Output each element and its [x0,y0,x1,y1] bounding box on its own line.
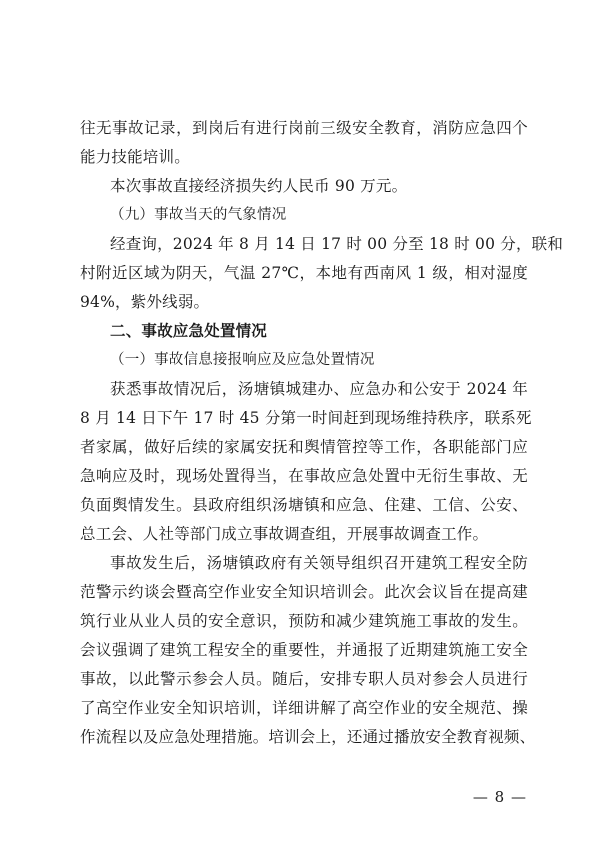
body-line: 作流程以及应急处理措施。培训会上，还通过播放安全教育视频、 [80,728,536,746]
body-line: 会议强调了建筑工程安全的重要性，并通报了近期建筑施工安全 [80,641,528,659]
page-number: — 8 — [472,788,527,806]
section-subheading: （一）事故信息接报响应及应急处置情况 [110,352,375,368]
body-line: 能力技能培训。 [80,148,190,166]
document-body [80,114,564,752]
body-line: 94%，紫外线弱。 [80,293,210,311]
body-line: 急响应及时，现场处置得当，在事故应急处置中无衍生事故、无 [80,467,528,485]
body-line: 了高空作业安全知识培训，详细讲解了高空作业的安全规范、操 [80,699,528,717]
section-subheading: （九）事故当天的气象情况 [110,207,287,223]
body-line: 者家属，做好后续的家属安抚和舆情管控等工作，各职能部门应 [80,438,528,456]
paragraph-line: 事故发生后，汤塘镇政府有关领导组织召开建筑工程安全防 [110,554,528,572]
paragraph-line: 获悉事故情况后，汤塘镇城建办、应急办和公安于 2024 年 [110,380,528,398]
paragraph-line: 本次事故直接经济损失约人民币 90 万元。 [110,177,408,195]
body-line: 负面舆情发生。县政府组织汤塘镇和应急、住建、工信、公安、 [80,496,528,514]
body-line: 筑行业从业人员的安全意识，预防和减少建筑施工事故的发生。 [80,612,528,630]
body-line: 总工会、人社等部门成立事故调查组，开展事故调查工作。 [80,525,489,543]
body-line: 事故，以此警示参会人员。随后，安排专职人员对参会人员进行 [80,670,528,688]
body-line: 往无事故记录，到岗后有进行岗前三级安全教育，消防应急四个 [80,119,528,137]
body-line: 范警示约谈会暨高空作业安全知识培训会。此次会议旨在提高建 [80,583,528,601]
paragraph-line: 经查询，2024 年 8 月 14 日 17 时 00 分至 18 时 00 分，联和 [110,235,564,253]
body-line: 村附近区域为阴天，气温 27℃，本地有西南风 1 级，相对湿度 [80,264,528,282]
section-heading: 二、事故应急处置情况 [110,322,268,340]
body-line: 8 月 14 日下午 17 时 45 分第一时间赶到现场维持秩序，联系死 [80,409,532,427]
